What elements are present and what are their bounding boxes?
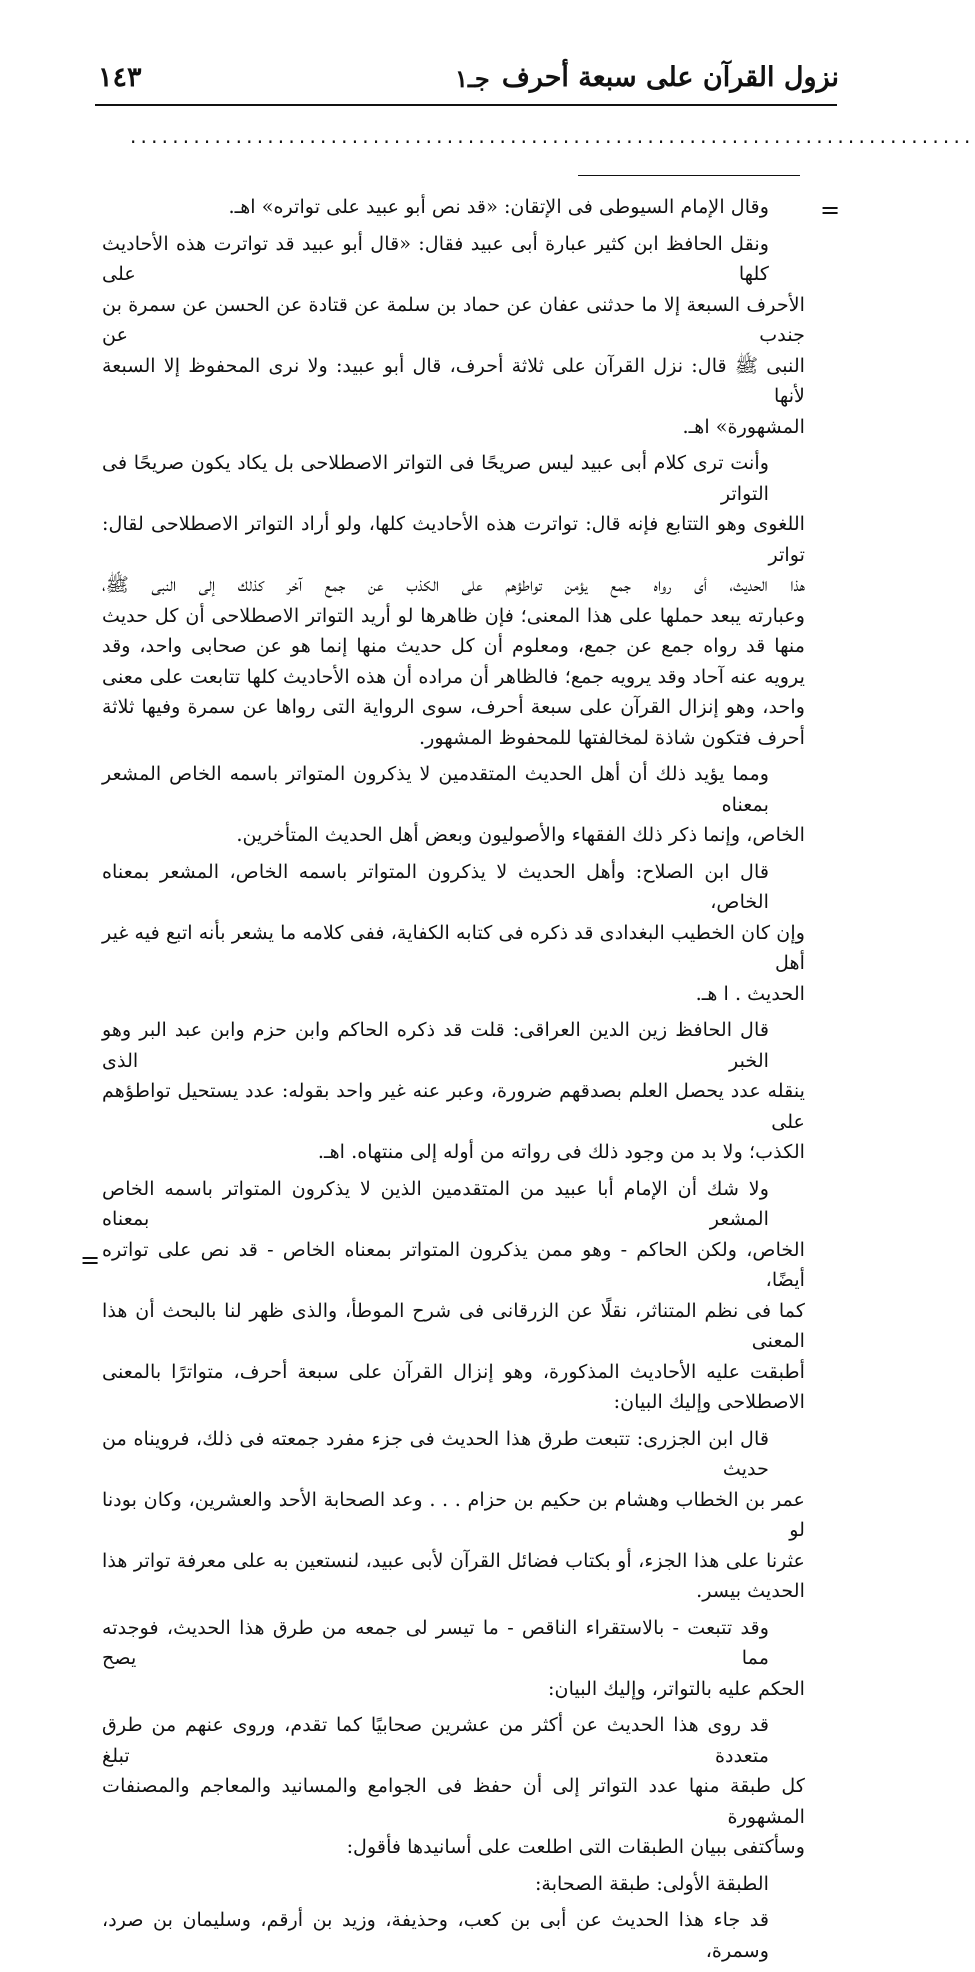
text-line: الحديث . ا هـ. <box>695 981 805 1005</box>
text-line: الأحرف السبعة إلا ما حدثنى عفان عن حماد بن سلمة عن قتادة عن الحسن عن سمرة بن جندب عن <box>102 292 805 346</box>
text-line: المشهورة» اهـ. <box>682 414 805 438</box>
text-line: الاصطلاحى وإليك البيان: <box>613 1390 805 1413</box>
text-line: وأنت ترى كلام أبى عبيد ليس صريحًا فى التواتر الاصطلاحى بل يكاد يكون صريحًا فى التواتر <box>102 451 769 505</box>
text-line: أحرف فتكون شاذة لمخالفتها للمحفوظ المشهور. <box>419 725 805 749</box>
text-line: الكذب؛ ولا بد من وجود ذلك فى رواته من أوله إلى منتهاه. اهـ. <box>317 1140 805 1163</box>
text-line: ونقل الحافظ ابن كثير عبارة أبى عبيد فقال: «قال أبو عبيد قد تواترت هذه الأحاديث كلها على <box>102 231 769 285</box>
paragraph <box>102 1174 805 1418</box>
text-line: واحد، وهو إنزال القرآن على سبعة أحرف، سوى الرواية التى رواها عن سمرة وفيها ثلاثة <box>102 695 805 718</box>
text-line: اللغوى وهو التتابع فإنه قال: تواترت هذه الأحاديث كلها، ولو أراد التواتر الاصطلاحى لقال: تواتر <box>102 512 805 566</box>
text-line: يرويه عنه آحاد وقد يرويه جمع؛ فالظاهر أن مراده أن هذه الأحاديث كلها تتابعت على معنى <box>102 664 805 688</box>
text-line: وقد تتبعت - بالاستقراء الناقص - ما تيسر لى جمعه من طرق هذا الحديث، فوجدته مما يصح <box>102 1615 769 1669</box>
paragraph <box>102 1015 805 1168</box>
text-line: الخاص، ولكن الحاكم - وهو ممن يذكرون المتواتر بمعناه الخاص - قد نص على تواتره أيضًا، <box>102 1237 805 1291</box>
paragraph <box>102 1905 805 1966</box>
text-line: قال ابن الصلاح: وأهل الحديث لا يذكرون المتواتر باسمه الخاص، المشعر بمعناه الخاص، <box>102 859 769 913</box>
text-line: الخاص، وإنما ذكر ذلك الفقهاء والأصوليون وبعض أهل الحديث المتأخرين. <box>236 823 805 846</box>
header-rule <box>95 104 837 106</box>
text-line: الحديث بيسر. <box>696 1579 805 1602</box>
paragraph <box>102 857 805 1010</box>
text-line: قال ابن الجزرى: تتبعت طرق هذا الحديث فى جزء مفرد جمعته فى ذلك، فرويناه من حديث <box>102 1426 769 1480</box>
paragraph <box>102 759 805 851</box>
text-line: ولا شك أن الإمام أبا عبيد من المتقدمين الذين لا يذكرون المتواتر باسمه الخاص المشعر بمعناه <box>102 1176 769 1230</box>
paragraph <box>102 1710 805 1863</box>
text-line: قد جاء هذا الحديث عن أبى بن كعب، وحذيفة، وزيد بن أرقم، وسليمان بن صرد، وسمرة، <box>102 1908 769 1962</box>
paragraph <box>102 1869 805 1900</box>
text-line: قال الحافظ زين الدين العراقى: قلت قد ذكره الحاكم وابن حزم وابن عبد البر وهو الخبر الذى <box>102 1018 769 1072</box>
text-line: النبى ﷺ قال: نزل القرآن على ثلاثة أحرف، قال أبو عبيد: ولا نرى المحفوظ إلا السبعة لأنها <box>102 353 805 407</box>
paragraph <box>102 1424 805 1607</box>
text-line: وقال الإمام السيوطى فى الإتقان: «قد نص أبو عبيد على تواتره» اهـ. <box>228 195 769 218</box>
page-number: ١٤٣ <box>98 62 142 93</box>
continuation-mark-bottom: = <box>80 1246 101 1274</box>
text-line: عمر بن الخطاب وهشام بن حكيم بن حزام . . . وعد الصحابة الأحد والعشرين، وكان بودنا لو <box>102 1487 805 1541</box>
text-line: وسأكتفى ببيان الطبقات التى اطلعت على أسانيدها فأقول: <box>346 1835 805 1858</box>
text-line: قد روى هذا الحديث عن أكثر من عشرين صحابيًا كما تقدم، وروى عنهم من طرق متعددة تبلغ <box>102 1713 769 1767</box>
text-line: منها قد رواه جمع عن جمع، ومعلوم أن كل حديث منها إنما هو عن صحابى واحد، وقد <box>102 634 805 657</box>
volume-label: جـ١ <box>455 64 490 93</box>
text-line: الطبقة الأولى: طبقة الصحابة: <box>534 1871 769 1895</box>
text-line: كما فى نظم المتناثر، نقلًا عن الزرقانى فى شرح الموطأ، والذى ظهر لنا بالبحث أن هذا المعنى <box>102 1298 805 1352</box>
text-line: الحكم عليه بالتواتر، وإليك البيان: <box>548 1676 805 1700</box>
text-line: وعبارته يبعد حملها على هذا المعنى؛ فإن ظاهرها لو أريد التواتر الاصطلاحى أن كل حديث <box>102 603 805 627</box>
text-line: كل طبقة منها عدد التواتر إلى أن حفظ فى الجوامع والمسانيد والمعاجم والمصنفات المشهورة <box>102 1774 805 1828</box>
text-line: هذا الحديث، أى رواه جمع يؤمن تواطؤهم على الكذب عن جمع آخر كذلك إلى النبى ﷺ، <box>102 573 805 596</box>
paragraph <box>102 192 805 223</box>
text-line: ومما يؤيد ذلك أن أهل الحديث المتقدمين لا يذكرون المتواتر باسمه الخاص المشعر بمعناه <box>102 762 769 816</box>
running-title: نزول القرآن على سبعة أحرف <box>501 62 839 93</box>
text-line: عثرنا على هذا الجزء، أو بكتاب فضائل القرآن لأبى عبيد، لنستعين به على معرفة تواتر هذا <box>102 1548 805 1572</box>
text-line: وإن كان الخطيب البغدادى قد ذكره فى كتابه الكفاية، ففى كلامه ما يشعر بأنه اتبع فيه غير أهل <box>102 920 805 974</box>
continuation-mark-top: = <box>820 196 841 224</box>
paragraph <box>102 448 805 753</box>
dotted-separator: ................................................................................ <box>130 124 975 148</box>
footnote-rule <box>578 175 800 176</box>
paragraph <box>102 229 805 443</box>
text-line: أطبقت عليه الأحاديث المذكورة، وهو إنزال القرآن على سبعة أحرف، متواترًا بالمعنى <box>102 1359 805 1383</box>
paragraph <box>102 1613 805 1705</box>
page-body <box>102 192 805 1972</box>
text-line: ينقله عدد يحصل العلم بصدقهم ضرورة، وعبر عنه غير واحد بقوله: عدد يستحيل تواطؤهم على <box>102 1079 805 1133</box>
